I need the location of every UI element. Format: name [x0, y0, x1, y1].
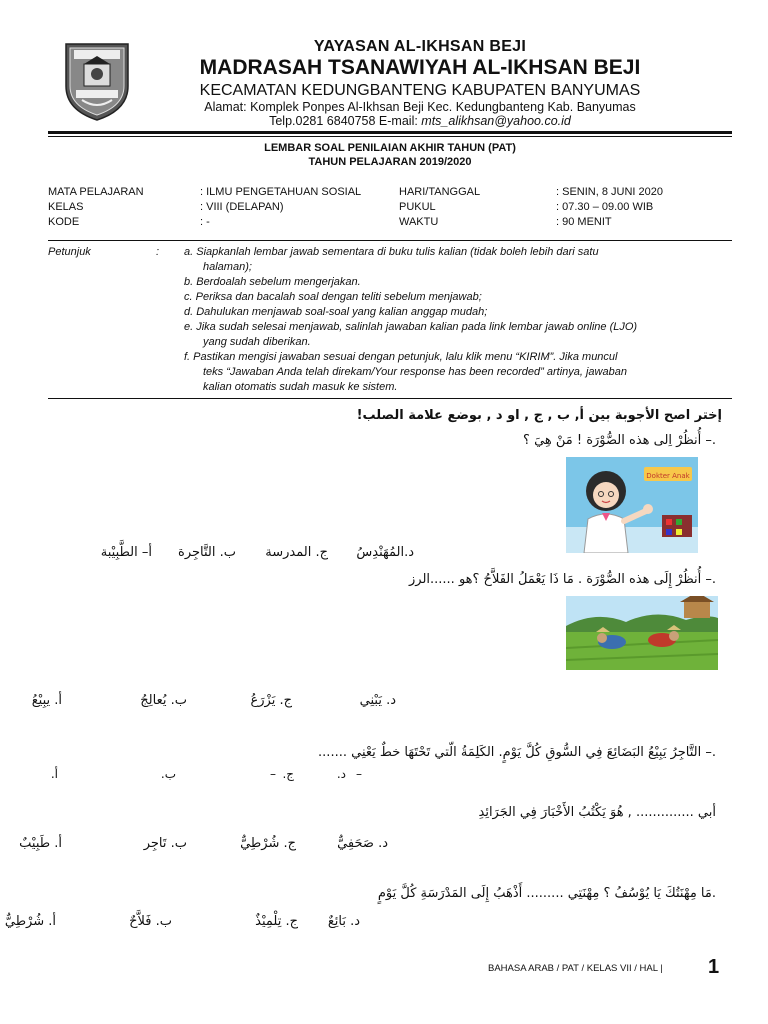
header-divider-thin — [48, 136, 732, 137]
q3-option-a: أ. — [50, 767, 58, 781]
q4-option-b: ب. تَاجِر — [143, 836, 187, 851]
question-4-text: أبي .............. , هُوَ يَكْتُبُ الأَخْبَارَ فِي الجَرَائِدِ — [478, 805, 716, 820]
instructions-divider — [48, 398, 732, 399]
district-name: KECAMATAN KEDUNGBANTENG KABUPATEN BANYUMAS — [199, 82, 641, 99]
q1-option-c: ج. المدرسة — [265, 545, 328, 560]
q3-option-b: ب. — [160, 767, 176, 781]
q4-option-c: ج. شُرْطِيٌّ — [240, 836, 296, 851]
question-1-text: .– أُنظُرْ اِلى هذه الصُّوْرَة ! مَنْ هِيَ ؟ — [523, 433, 716, 448]
info-value-class: : VIII (DELAPAN) — [200, 201, 284, 213]
school-contact — [150, 114, 690, 128]
info-label-class: KELAS — [48, 201, 84, 213]
q5-option-b: ب. فَلاَّحٌ — [129, 914, 172, 929]
page-number: 1 — [708, 956, 720, 978]
school-address: Alamat: Komplek Ponpes Al-Ikhsan Beji Kec. Kedungbanteng Kab. Banyumas — [204, 100, 636, 114]
instruction-line: kalian otomatis sudah masuk ke sistem. — [203, 381, 398, 393]
instruction-line: f. Pastikan mengisi jawaban sesuai dengan petunjuk, lalu klik menu “KIRIM”. Jika muncul — [184, 351, 618, 363]
instruction-line: halaman); — [203, 261, 252, 273]
question-3-text: .– التَّاجِرُ يَبِيْعُ البَضَائِعَ فِي السُّوقِ كُلَّ يَوْمٍ. الكَلِمَةُ الّتي تَحْتَهَا خطٌ يَعْنِي ....... — [318, 745, 716, 760]
instructions-colon: : — [156, 246, 160, 258]
info-label-duration: WAKTU — [399, 216, 439, 228]
info-value-duration: : 90 MENIT — [556, 216, 612, 228]
sheet-year: TAHUN PELAJARAN 2019/2020 — [308, 156, 472, 168]
info-label-date: HARI/TANGGAL — [399, 186, 481, 198]
q4-option-a: أ. طَبِيْبٌ — [19, 836, 62, 851]
pediatrician-image — [566, 457, 698, 553]
q3-blank-c: – — [356, 767, 362, 781]
image-caption: Dokter Anak — [646, 472, 690, 480]
header-divider-thick — [48, 131, 732, 134]
q2-option-d: د. يَبْنِي — [359, 693, 396, 708]
sheet-title: LEMBAR SOAL PENILAIAN AKHIR TAHUN (PAT) — [264, 142, 516, 154]
instruction-line: d. Dahulukan menjawab soal-soal yang kalian anggap mudah; — [184, 306, 488, 318]
instruction-line: c. Periksa dan bacalah soal dengan teliti sebelum menjawab; — [184, 291, 482, 303]
questions-instruction: إختر اصح الأجوبة بين أ, ب , ج , او د , بوضع علامة الصلب! — [356, 408, 722, 423]
q1-option-b: ب. التَّاجِرة — [178, 545, 236, 560]
q5-option-c: ج. تِلْمِيْذٌ — [255, 914, 298, 929]
info-label-subject: MATA PELAJARAN — [48, 186, 144, 198]
info-value-subject: : ILMU PENGETAHUAN SOSIAL — [200, 186, 362, 198]
info-label-time: PUKUL — [399, 201, 436, 213]
q2-option-c: ج. يَزْرَعُ — [250, 693, 292, 708]
foundation-name: YAYASAN AL-IKHSAN BEJI — [313, 38, 527, 55]
instruction-line: teks “Jawaban Anda telah direkam/Your response has been recorded” artinya, jawaban — [203, 366, 627, 378]
info-value-time: : 07.30 – 09.00 WIB — [556, 201, 654, 213]
farmer-image — [566, 596, 718, 670]
q3-option-c: ج. — [282, 767, 294, 781]
question-2-text: .– أُنظُرْ إِلَى هذه الصُّوْرَة . مَا ذَا يَعْمَلُ الفَلاَّحُ ؟هو ......الرز — [409, 572, 716, 587]
instruction-line: yang sudah diberikan. — [203, 336, 311, 348]
q2-option-a: أ. يبِيْعُ — [31, 693, 62, 708]
q1-option-d: د.المُهَنْدِسُ — [356, 545, 414, 560]
info-value-date: : SENIN, 8 JUNI 2020 — [556, 186, 663, 198]
q5-option-d: د. بَائِعٌ — [327, 914, 360, 929]
info-value-code: : - — [200, 216, 210, 228]
info-label-code: KODE — [48, 216, 80, 228]
instruction-line: a. Siapkanlah lembar jawab sementara di buku tulis kalian (tidak boleh lebih dari satu — [184, 246, 599, 258]
q3-blank-d: – — [270, 767, 276, 781]
page-footer: BAHASA ARAB / PAT / KELAS VII / HAL | — [488, 963, 663, 974]
instructions-label: Petunjuk — [48, 246, 91, 258]
q3-option-d: د. — [336, 767, 346, 781]
instruction-line: b. Berdoalah sebelum mengerjakan. — [184, 276, 361, 288]
q4-option-d: د. صَحَفِيٌّ — [337, 836, 388, 851]
contact-email: mts_alikhsan@yahoo.co.id — [421, 114, 571, 128]
instruction-line: e. Jika sudah selesai menjawab, salinlah jawaban kalian pada link lembar jawab online (LJO) — [184, 321, 638, 333]
question-5-text: .مَا مِهْنَتُكَ يَا يُوْسُفُ ؟ مِهْنَتِي ......... أَذْهَبُ إِلَى المَدْرَسَةِ كُلَّ يَوْمٍ — [377, 886, 716, 901]
school-name: MADRASAH TSANAWIYAH AL-IKHSAN BEJI — [199, 56, 641, 79]
info-divider — [48, 240, 732, 241]
school-logo — [60, 40, 134, 122]
q2-option-b: ب. يُعالِجُ — [140, 693, 187, 708]
contact-phone: Telp.0281 6840758 E-mail: — [269, 114, 422, 128]
q5-option-a: أ. شُرْطِيٌّ — [4, 914, 56, 929]
q1-option-a: أ– الطَّبِيْبة — [100, 545, 152, 560]
